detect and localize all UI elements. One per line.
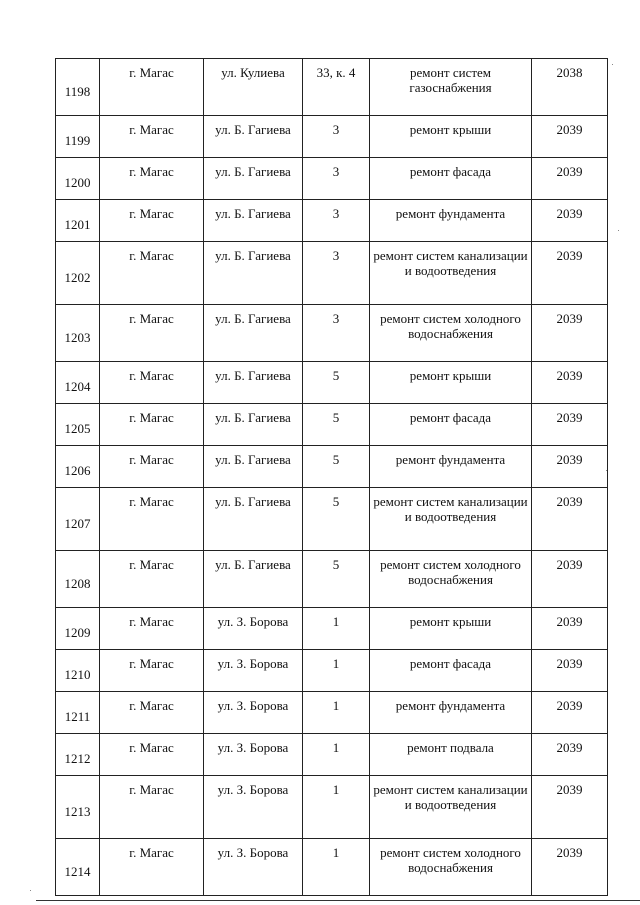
- cell-work: ремонт систем холодного водоснабжения: [370, 839, 532, 896]
- table-row: [56, 158, 608, 200]
- table-row: [56, 200, 608, 242]
- cell-year: 2039: [532, 608, 608, 650]
- cell-year: 2039: [532, 488, 608, 551]
- cell-house: 5: [303, 404, 370, 446]
- cell-house: 3: [303, 200, 370, 242]
- scan-speck: [606, 470, 607, 471]
- cell-num: 1213: [56, 776, 100, 839]
- cell-street: ул. Б. Гагиева: [204, 116, 303, 158]
- cell-num: 1199: [56, 116, 100, 158]
- table-row: [56, 362, 608, 404]
- cell-house: 1: [303, 776, 370, 839]
- cell-year: 2039: [532, 734, 608, 776]
- cell-work: ремонт фасада: [370, 404, 532, 446]
- cell-city: г. Магас: [100, 200, 204, 242]
- cell-work: ремонт систем канализации и водоотведения: [370, 488, 532, 551]
- cell-work: ремонт фундамента: [370, 200, 532, 242]
- cell-num: 1200: [56, 158, 100, 200]
- table-row: [56, 608, 608, 650]
- cell-year: 2039: [532, 692, 608, 734]
- cell-num: 1207: [56, 488, 100, 551]
- cell-city: г. Магас: [100, 116, 204, 158]
- scan-speck: [30, 890, 31, 891]
- cell-work: ремонт крыши: [370, 362, 532, 404]
- table-row: [56, 404, 608, 446]
- cell-work: ремонт фасада: [370, 650, 532, 692]
- table-row: [56, 692, 608, 734]
- cell-year: 2039: [532, 446, 608, 488]
- table-row: [56, 776, 608, 839]
- cell-street: ул. З. Борова: [204, 692, 303, 734]
- cell-house: 5: [303, 362, 370, 404]
- cell-work: ремонт фундамента: [370, 692, 532, 734]
- cell-street: ул. З. Борова: [204, 734, 303, 776]
- cell-house: 33, к. 4: [303, 59, 370, 116]
- table-row: [56, 488, 608, 551]
- cell-work: ремонт систем холодного водоснабжения: [370, 305, 532, 362]
- cell-work: ремонт подвала: [370, 734, 532, 776]
- cell-house: 3: [303, 242, 370, 305]
- cell-city: г. Магас: [100, 158, 204, 200]
- cell-num: 1209: [56, 608, 100, 650]
- cell-num: 1203: [56, 305, 100, 362]
- cell-num: 1208: [56, 551, 100, 608]
- cell-work: ремонт крыши: [370, 116, 532, 158]
- table-row: [56, 839, 608, 896]
- cell-year: 2039: [532, 305, 608, 362]
- cell-street: ул. З. Борова: [204, 650, 303, 692]
- cell-house: 1: [303, 692, 370, 734]
- cell-year: 2039: [532, 200, 608, 242]
- cell-street: ул. Б. Гагиева: [204, 158, 303, 200]
- scan-speck: [618, 230, 619, 231]
- cell-city: г. Магас: [100, 59, 204, 116]
- cell-year: 2039: [532, 362, 608, 404]
- table-row: [56, 116, 608, 158]
- cell-work: ремонт фундамента: [370, 446, 532, 488]
- scan-speck: [612, 64, 613, 65]
- cell-num: 1210: [56, 650, 100, 692]
- cell-work: ремонт систем холодного водоснабжения: [370, 551, 532, 608]
- cell-house: 1: [303, 608, 370, 650]
- cell-street: ул. Б. Гагиева: [204, 551, 303, 608]
- table-row: [56, 551, 608, 608]
- cell-house: 1: [303, 734, 370, 776]
- cell-city: г. Магас: [100, 305, 204, 362]
- cell-street: ул. Кулиева: [204, 59, 303, 116]
- cell-street: ул. З. Борова: [204, 776, 303, 839]
- register-table: [55, 58, 608, 896]
- cell-num: 1206: [56, 446, 100, 488]
- cell-house: 3: [303, 305, 370, 362]
- cell-num: 1214: [56, 839, 100, 896]
- cell-work: ремонт систем канализации и водоотведения: [370, 776, 532, 839]
- cell-city: г. Магас: [100, 650, 204, 692]
- cell-house: 3: [303, 158, 370, 200]
- cell-street: ул. З. Борова: [204, 608, 303, 650]
- table-row: [56, 242, 608, 305]
- cell-house: 1: [303, 839, 370, 896]
- cell-street: ул. Б. Гагиева: [204, 488, 303, 551]
- cell-city: г. Магас: [100, 488, 204, 551]
- cell-year: 2039: [532, 839, 608, 896]
- cell-street: ул. Б. Гагиева: [204, 200, 303, 242]
- cell-num: 1204: [56, 362, 100, 404]
- cell-house: 1: [303, 650, 370, 692]
- cell-city: г. Магас: [100, 551, 204, 608]
- cell-city: г. Магас: [100, 404, 204, 446]
- cell-num: 1205: [56, 404, 100, 446]
- cell-street: ул. Б. Гагиева: [204, 362, 303, 404]
- cell-street: ул. З. Борова: [204, 839, 303, 896]
- cell-city: г. Магас: [100, 446, 204, 488]
- cell-street: ул. Б. Гагиева: [204, 305, 303, 362]
- cell-city: г. Магас: [100, 242, 204, 305]
- cell-year: 2039: [532, 242, 608, 305]
- table-row: [56, 650, 608, 692]
- cell-year: 2038: [532, 59, 608, 116]
- cell-city: г. Магас: [100, 734, 204, 776]
- cell-house: 5: [303, 551, 370, 608]
- cell-work: ремонт крыши: [370, 608, 532, 650]
- cell-house: 3: [303, 116, 370, 158]
- cell-house: 5: [303, 488, 370, 551]
- cell-num: 1212: [56, 734, 100, 776]
- register-table-body: [56, 59, 608, 896]
- table-row: [56, 446, 608, 488]
- cell-year: 2039: [532, 650, 608, 692]
- cell-street: ул. Б. Гагиева: [204, 446, 303, 488]
- cell-year: 2039: [532, 158, 608, 200]
- cell-year: 2039: [532, 404, 608, 446]
- cell-num: 1211: [56, 692, 100, 734]
- cell-work: ремонт систем канализации и водоотведения: [370, 242, 532, 305]
- cell-year: 2039: [532, 116, 608, 158]
- cell-work: ремонт систем газоснабжения: [370, 59, 532, 116]
- table-row: [56, 305, 608, 362]
- cell-num: 1202: [56, 242, 100, 305]
- cell-city: г. Магас: [100, 362, 204, 404]
- cell-work: ремонт фасада: [370, 158, 532, 200]
- document-page: [55, 58, 607, 896]
- cell-num: 1198: [56, 59, 100, 116]
- cell-city: г. Магас: [100, 692, 204, 734]
- cell-city: г. Магас: [100, 839, 204, 896]
- table-row: [56, 734, 608, 776]
- cell-street: ул. Б. Гагиева: [204, 404, 303, 446]
- cell-year: 2039: [532, 551, 608, 608]
- cell-city: г. Магас: [100, 608, 204, 650]
- cell-year: 2039: [532, 776, 608, 839]
- table-row: [56, 59, 608, 116]
- cell-city: г. Магас: [100, 776, 204, 839]
- cell-num: 1201: [56, 200, 100, 242]
- cell-house: 5: [303, 446, 370, 488]
- cell-street: ул. Б. Гагиева: [204, 242, 303, 305]
- page-bottom-edge: [36, 900, 640, 901]
